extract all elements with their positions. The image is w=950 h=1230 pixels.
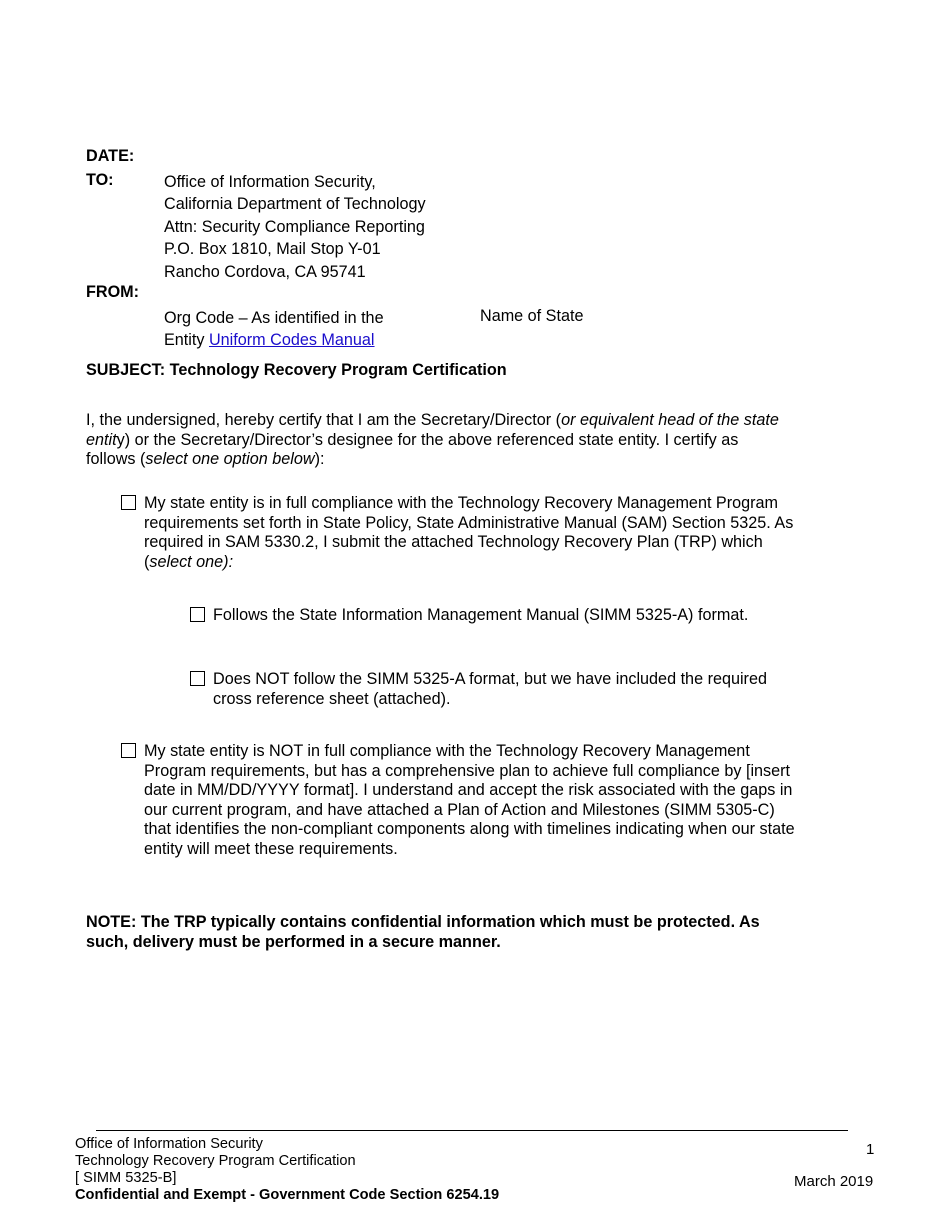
option-text-line: requirements set forth in State Policy, State Administrative Manual (SAM) Section 5325. As xyxy=(144,513,794,532)
option-text-line: Program requirements, but has a comprehensive plan to achieve full compliance by [insert xyxy=(144,761,791,780)
option-text-line: My state entity is in full compliance with the Technology Recovery Management Program xyxy=(144,494,779,512)
note-line: NOTE: The TRP typically contains confidential information which must be protected. As xyxy=(86,913,760,931)
footer-date: March 2019 xyxy=(794,1173,874,1190)
subject-line: SUBJECT: Technology Recovery Program Certification xyxy=(86,361,507,379)
option-text-line: date in MM/DD/YYYY format]. I understand and accept the risk associated with the gaps in xyxy=(144,781,793,800)
footer-line: [ SIMM 5325-B] xyxy=(75,1170,177,1186)
intro-text: ): xyxy=(314,450,325,469)
option-text-line: our current program, and have attached a Plan of Action and Milestones (SIMM 5305-C) xyxy=(144,800,775,819)
from-label: FROM: xyxy=(86,283,140,301)
intro-text: I, the undersigned, hereby certify that I am the Secretary/Director ( xyxy=(86,411,562,429)
option-text-line: that identifies the non-compliant components along with timelines indicating when our state xyxy=(144,820,795,839)
footer-divider xyxy=(96,1130,848,1131)
intro-text: y) or the Secretary/Director’s designee for the above referenced state entity. I certify as xyxy=(116,430,739,449)
footer-confidential-line: Confidential and Exempt - Government Code Section 6254.19 xyxy=(75,1187,500,1203)
state-name-label: Name of State xyxy=(480,307,584,325)
option-full-compliance-checkbox[interactable] xyxy=(121,495,136,510)
footer-line: Office of Information Security xyxy=(75,1136,263,1152)
address-line: P.O. Box 1810, Mail Stop Y-01 xyxy=(164,240,381,259)
intro-paragraph xyxy=(86,411,779,470)
org-code-block xyxy=(164,307,384,352)
security-note xyxy=(86,913,760,952)
option-not-full-compliance-text xyxy=(144,742,795,860)
note-line: such, delivery must be performed in a secure manner. xyxy=(86,932,501,951)
option-text: ( xyxy=(144,552,150,571)
intro-text-italic: entit xyxy=(86,430,117,449)
to-label: TO: xyxy=(86,171,114,189)
option-text-italic: select one): xyxy=(149,552,234,571)
suboption-text-line: Does NOT follow the SIMM 5325-A format, but we have included the required xyxy=(213,670,767,688)
suboption-not-follow-format-checkbox[interactable] xyxy=(190,671,205,686)
option-not-full-compliance-checkbox[interactable] xyxy=(121,743,136,758)
footer-line: Technology Recovery Program Certification xyxy=(75,1153,356,1169)
intro-text: follows ( xyxy=(86,450,146,469)
address-line: Attn: Security Compliance Reporting xyxy=(164,217,425,236)
option-text-line: entity will meet these requirements. xyxy=(144,839,398,858)
date-label: DATE: xyxy=(86,147,135,165)
suboption-follows-format-checkbox[interactable] xyxy=(190,607,205,622)
footer-left xyxy=(75,1136,499,1204)
suboption-follows-format-text: Follows the State Information Management Manual (SIMM 5325-A) format. xyxy=(213,606,749,624)
org-code-text: Org Code – As identified in the xyxy=(164,309,384,327)
page-number: 1 xyxy=(866,1141,875,1158)
org-code-text-prefix: Entity xyxy=(164,331,209,350)
address-line: California Department of Technology xyxy=(164,195,426,214)
option-full-compliance-text xyxy=(144,494,793,572)
intro-text-italic: select one option below xyxy=(145,450,315,469)
option-text-line: My state entity is NOT in full compliance with the Technology Recovery Management xyxy=(144,742,750,760)
uniform-codes-manual-link[interactable]: Uniform Codes Manual xyxy=(208,331,375,350)
suboption-text-line: cross reference sheet (attached). xyxy=(213,689,451,708)
intro-text-italic: or equivalent head of the state xyxy=(561,411,779,429)
address-line: Office of Information Security, xyxy=(164,173,376,191)
suboption-not-follow-format-text xyxy=(213,670,767,709)
option-text-line: required in SAM 5330.2, I submit the attached Technology Recovery Plan (TRP) which xyxy=(144,533,763,552)
address-line: Rancho Cordova, CA 95741 xyxy=(164,262,366,281)
to-address xyxy=(164,171,426,283)
